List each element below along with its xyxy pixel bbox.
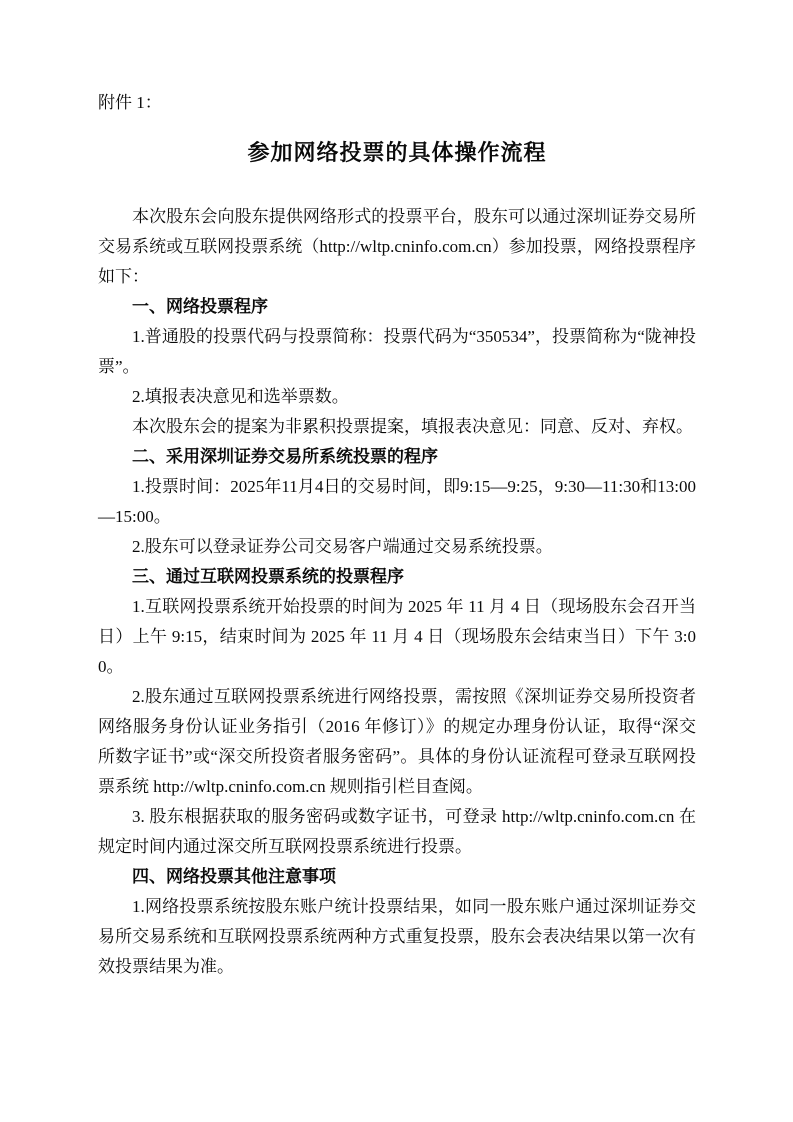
document-body <box>98 202 696 982</box>
paragraph: 1.普通股的投票代码与投票简称：投票代码为“350534”，投票简称为“陇神投票”。 <box>98 327 696 376</box>
paragraph: 本次股东会向股东提供网络形式的投票平台，股东可以通过深圳证券交易所交易系统或互联网投票系统（http://wltp.cninfo.com.cn）参加投票，网络投票程序如下： <box>98 207 696 286</box>
section-heading: 四、网络投票其他注意事项 <box>132 867 336 886</box>
attachment-label: 附件 1： <box>98 93 162 112</box>
paragraph: 本次股东会的提案为非累积投票提案，填报表决意见：同意、反对、弃权。 <box>132 417 693 436</box>
paragraph: 2.股东通过互联网投票系统进行网络投票，需按照《深圳证券交易所投资者网络服务身份认证业务指引（2016 年修订）》的规定办理身份认证，取得“深交所数字证书”或“深交所投资者服务密码”。具体的身份认证流程可登录互联网投票系统 http://wltp.cninfo.com.cn 规则指引栏目查阅。 <box>98 687 696 796</box>
section-heading: 一、网络投票程序 <box>132 297 268 316</box>
document-title: 参加网络投票的具体操作流程 <box>247 140 547 165</box>
section-heading: 二、采用深圳证券交易所系统投票的程序 <box>132 447 438 466</box>
paragraph: 3. 股东根据获取的服务密码或数字证书，可登录 http://wltp.cninfo.com.cn 在规定时间内通过深交所互联网投票系统进行投票。 <box>98 807 696 856</box>
paragraph: 2.填报表决意见和选举票数。 <box>132 387 349 406</box>
section-heading: 三、通过互联网投票系统的投票程序 <box>132 567 404 586</box>
paragraph: 1.投票时间：2025年11月4日的交易时间，即9:15—9:25，9:30—11:30和13:00—15:00。 <box>98 477 696 526</box>
paragraph: 1.网络投票系统按股东账户统计投票结果，如同一股东账户通过深圳证券交易所交易系统和互联网投票系统两种方式重复投票，股东会表决结果以第一次有效投票结果为准。 <box>98 897 696 976</box>
paragraph: 2.股东可以登录证券公司交易客户端通过交易系统投票。 <box>132 537 553 556</box>
paragraph: 1.互联网投票系统开始投票的时间为 2025 年 11 月 4 日（现场股东会召开当日）上午 9:15，结束时间为 2025 年 11 月 4 日（现场股东会结束当日）下午 3:00。 <box>98 597 696 676</box>
